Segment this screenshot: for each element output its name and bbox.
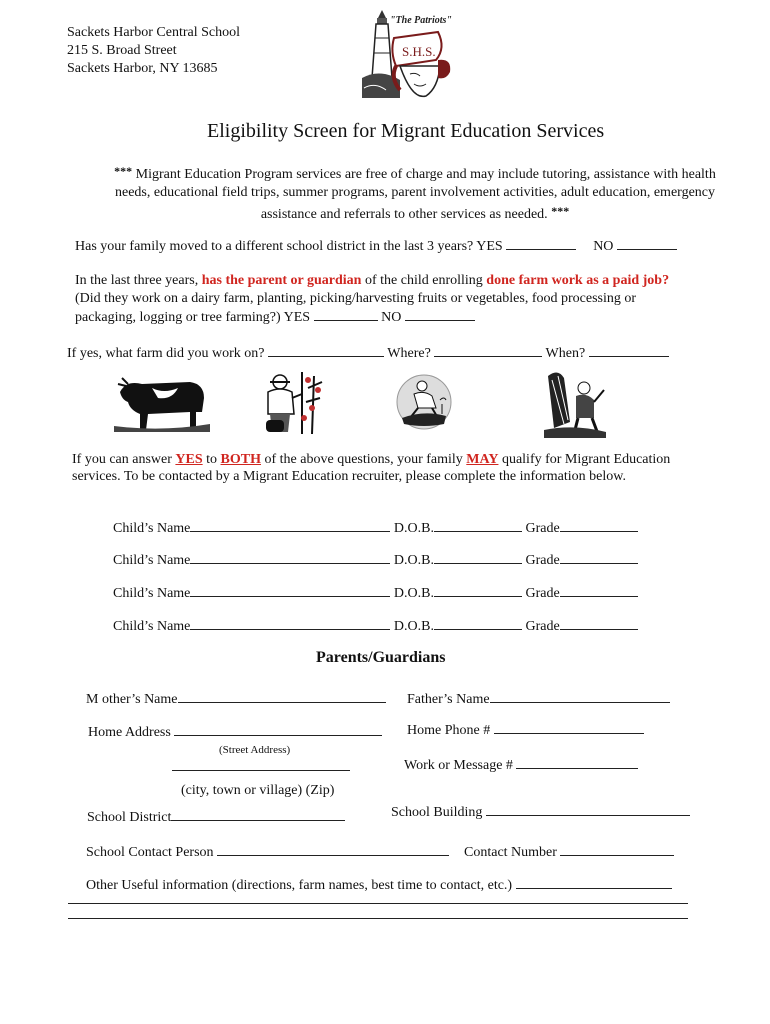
qualify-line-1: [72, 451, 670, 468]
farmer-planting-icon: [396, 374, 452, 430]
question-moved: [75, 236, 677, 255]
child-dob-label: D.O.B.: [393, 586, 434, 601]
school-district-label: School District: [87, 810, 172, 825]
farmer-picking-icon: [262, 368, 332, 438]
child-dob-label: D.O.B.: [393, 619, 434, 634]
when-field[interactable]: [589, 343, 669, 357]
farmwork-yes-label: packaging, logging or tree farming?) YES: [75, 310, 311, 325]
logo-motto: "The Patriots": [390, 15, 452, 26]
child-name-label: Child’s Name: [113, 619, 191, 634]
address-line-2: Sackets Harbor, NY 13685: [67, 61, 218, 76]
mother-label: M other’s Name: [86, 692, 178, 707]
contact-person-row: [86, 842, 449, 861]
farmwork-highlight-2: done farm work as a paid job?: [486, 273, 670, 288]
logo-initials: S.H.S.: [402, 44, 436, 59]
school-building-label: School Building: [391, 805, 483, 820]
child-grade-field[interactable]: [560, 583, 638, 597]
farmwork-text-2: of the child enrolling: [361, 273, 487, 288]
qualify-both: BOTH: [220, 452, 261, 467]
where-field[interactable]: [434, 343, 542, 357]
qualify-text-2: to: [202, 452, 221, 467]
intro-stars-close: ***: [551, 204, 570, 218]
farmwork-line-2: (Did they work on a dairy farm, planting, picking/harvesting fruits or vegetables, food processing or: [75, 291, 637, 306]
other-info-line-2[interactable]: [68, 903, 688, 904]
school-name: Sackets Harbor Central School: [67, 25, 241, 40]
home-phone-row: [407, 720, 644, 739]
farmwork-text-1: In the last three years,: [75, 273, 202, 288]
question-farm: [67, 343, 669, 362]
child-name-label: Child’s Name: [113, 586, 191, 601]
child-grade-label: Grade: [525, 619, 560, 634]
qualify-line-2: services. To be contacted by a Migrant Education recruiter, please complete the information below.: [72, 469, 626, 484]
home-address-field[interactable]: [174, 722, 382, 736]
mother-row: [86, 689, 386, 708]
where-label: Where?: [387, 346, 431, 361]
child-grade-field[interactable]: [560, 550, 638, 564]
child-name-label: Child’s Name: [113, 553, 191, 568]
father-row: [407, 689, 670, 708]
home-address-label: Home Address: [88, 725, 171, 740]
child-row: [113, 616, 638, 635]
question-farmwork: [75, 272, 669, 289]
qualify-text-3: of the above questions, your family: [261, 452, 467, 467]
other-info-label: Other Useful information (directions, farm names, best time to contact, etc.): [86, 878, 513, 893]
home-phone-field[interactable]: [494, 720, 644, 734]
other-info-row: [86, 875, 672, 894]
moved-no-label: NO: [593, 239, 614, 254]
qualify-text-1: If you can answer: [72, 452, 176, 467]
contact-person-label: School Contact Person: [86, 845, 214, 860]
child-dob-field[interactable]: [434, 550, 522, 564]
farmwork-no-label: NO: [381, 310, 402, 325]
child-dob-field[interactable]: [434, 583, 522, 597]
contact-number-row: [464, 842, 674, 861]
home-phone-label: Home Phone #: [407, 723, 491, 738]
school-district-row: [87, 807, 345, 826]
contact-person-field[interactable]: [217, 842, 449, 856]
work-phone-field[interactable]: [516, 755, 638, 769]
child-dob-label: D.O.B.: [393, 553, 434, 568]
child-name-field[interactable]: [190, 550, 390, 564]
when-label: When?: [545, 346, 586, 361]
qualify-text-4: qualify for Migrant Education: [498, 452, 671, 467]
intro-stars-open: ***: [114, 164, 133, 178]
farmwork-highlight-1: has the parent or guardian: [201, 273, 362, 288]
logger-icon: [544, 366, 606, 438]
child-grade-field[interactable]: [560, 616, 638, 630]
intro-text: Migrant Education Program services are free of charge and may include tutoring, assistance with health needs, educational field trips, summer programs, parent involvement activities, adult education, emergency assistance and referrals to other services as needed.: [115, 167, 716, 222]
street-caption: (Street Address): [219, 744, 291, 756]
home-address-row: [88, 722, 382, 741]
child-name-field[interactable]: [190, 518, 390, 532]
child-row: [113, 583, 638, 602]
qualify-may: MAY: [466, 452, 499, 467]
farm-label: If yes, what farm did you work on?: [67, 346, 265, 361]
page-title: Eligibility Screen for Migrant Education Services: [207, 120, 605, 142]
school-building-field[interactable]: [486, 802, 690, 816]
child-dob-field[interactable]: [434, 616, 522, 630]
contact-number-field[interactable]: [560, 842, 674, 856]
child-name-label: Child’s Name: [113, 521, 191, 536]
child-grade-label: Grade: [525, 586, 560, 601]
moved-no-field[interactable]: [617, 236, 677, 250]
child-row: [113, 550, 638, 569]
child-dob-field[interactable]: [434, 518, 522, 532]
intro-paragraph: [95, 162, 735, 224]
other-info-line-3[interactable]: [68, 918, 688, 919]
child-grade-field[interactable]: [560, 518, 638, 532]
city-caption: (city, town or village) (Zip): [181, 783, 335, 798]
guardians-heading: Parents/Guardians: [316, 649, 446, 666]
work-phone-row: [404, 755, 638, 774]
child-name-field[interactable]: [190, 583, 390, 597]
child-grade-label: Grade: [525, 553, 560, 568]
city-field[interactable]: [172, 770, 350, 771]
address-line-1: 215 S. Broad Street: [67, 43, 177, 58]
father-name-field[interactable]: [490, 689, 670, 703]
question-moved-text: Has your family moved to a different school district in the last 3 years? YES: [75, 239, 503, 254]
child-row: [113, 518, 638, 537]
cow-icon: [112, 366, 212, 436]
qualify-yes: YES: [175, 452, 203, 467]
mother-name-field[interactable]: [178, 689, 386, 703]
other-info-field[interactable]: [516, 875, 672, 889]
moved-yes-field[interactable]: [506, 236, 576, 250]
farmwork-no-field[interactable]: [405, 307, 475, 321]
farm-field[interactable]: [268, 343, 384, 357]
school-district-field[interactable]: [171, 807, 345, 821]
school-logo: [360, 8, 460, 103]
contact-number-label: Contact Number: [464, 845, 557, 860]
child-grade-label: Grade: [525, 521, 560, 536]
father-label: Father’s Name: [407, 692, 490, 707]
child-dob-label: D.O.B.: [393, 521, 434, 536]
farmwork-line-3: [75, 307, 475, 326]
work-phone-label: Work or Message #: [404, 758, 513, 773]
child-name-field[interactable]: [190, 616, 390, 630]
school-building-row: [391, 802, 690, 821]
farmwork-yes-field[interactable]: [314, 307, 378, 321]
